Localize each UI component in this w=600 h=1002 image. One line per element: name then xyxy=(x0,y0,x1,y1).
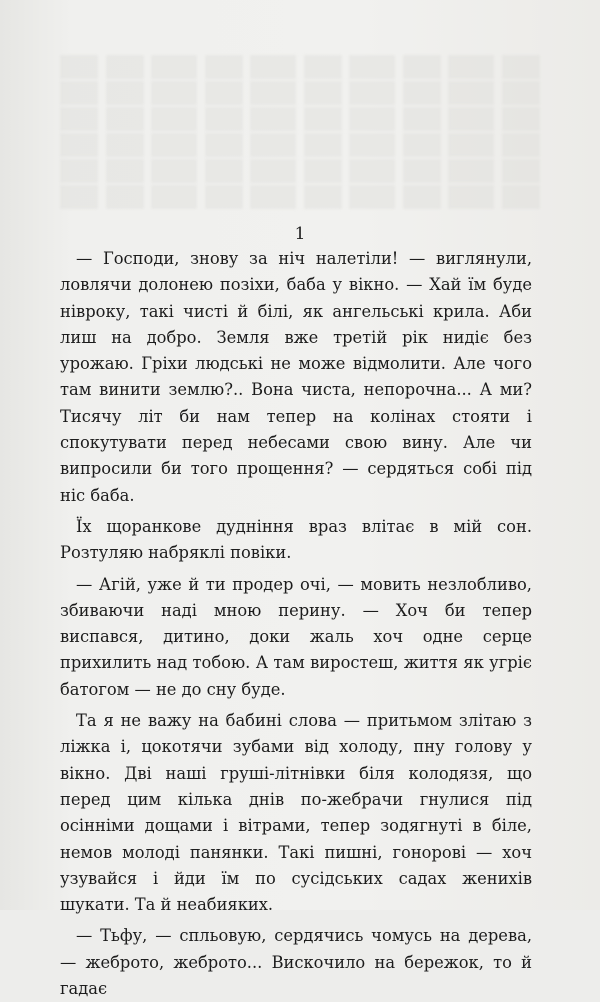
body-text xyxy=(60,246,532,1002)
paragraph: Їх щоранкове дудніння враз влітає в мій сон. Розтуляю набряклі повіки. xyxy=(60,516,532,563)
show-through-text xyxy=(60,55,540,225)
paragraph: Та я не важу на бабині слова — притьмом злітаю з ліжка і, цокотячи зубами від холоду, пну голову у вікно. Дві наші груші-літнівки біля колодязя, що перед цим кілька днів по-жебрачи гнулися під осінніми дощами і вітрами, тепер зодягнуті в біле, немов молоді панянки. Такі пишні, гонорові — хоч узувайся і йди їм по сусідських садах женихів шукати. Та й неабияких. xyxy=(60,711,532,915)
paragraph: — Тьфу, — спльовую, сердячись чомусь на дерева, — жеброто, жеброто... Вискочило на бережок, то й гадає xyxy=(60,926,532,999)
paragraph: — Агій, уже й ти продер очі, — мовить незлобливо, збиваючи наді мною перину. — Хоч би тепер виспався, дитино, доки жаль хоч одне серце прихилить над тобою. А там виростеш, життя як угріє батогом — не до сну буде. xyxy=(60,574,532,699)
paragraph: — Господи, знову за ніч налетіли! — виглянули, ловлячи долонею позіхи, баба у вікно. — Хай їм буде нівроку, такі чисті й білі, як ангельські крила. Аби лиш на добро. Земля вже третій рік нидіє без урожаю. Гріхи людські не може відмолити. Але чого там винити землю?.. Вона чиста, непорочна... А ми? Тисячу літ би нам тепер на колінах стояти і спокутувати перед небесами свою вину. Але чи випросили би того прощення? — сердяться собі під ніс баба. xyxy=(60,249,532,505)
chapter-number: 1 xyxy=(294,224,306,244)
